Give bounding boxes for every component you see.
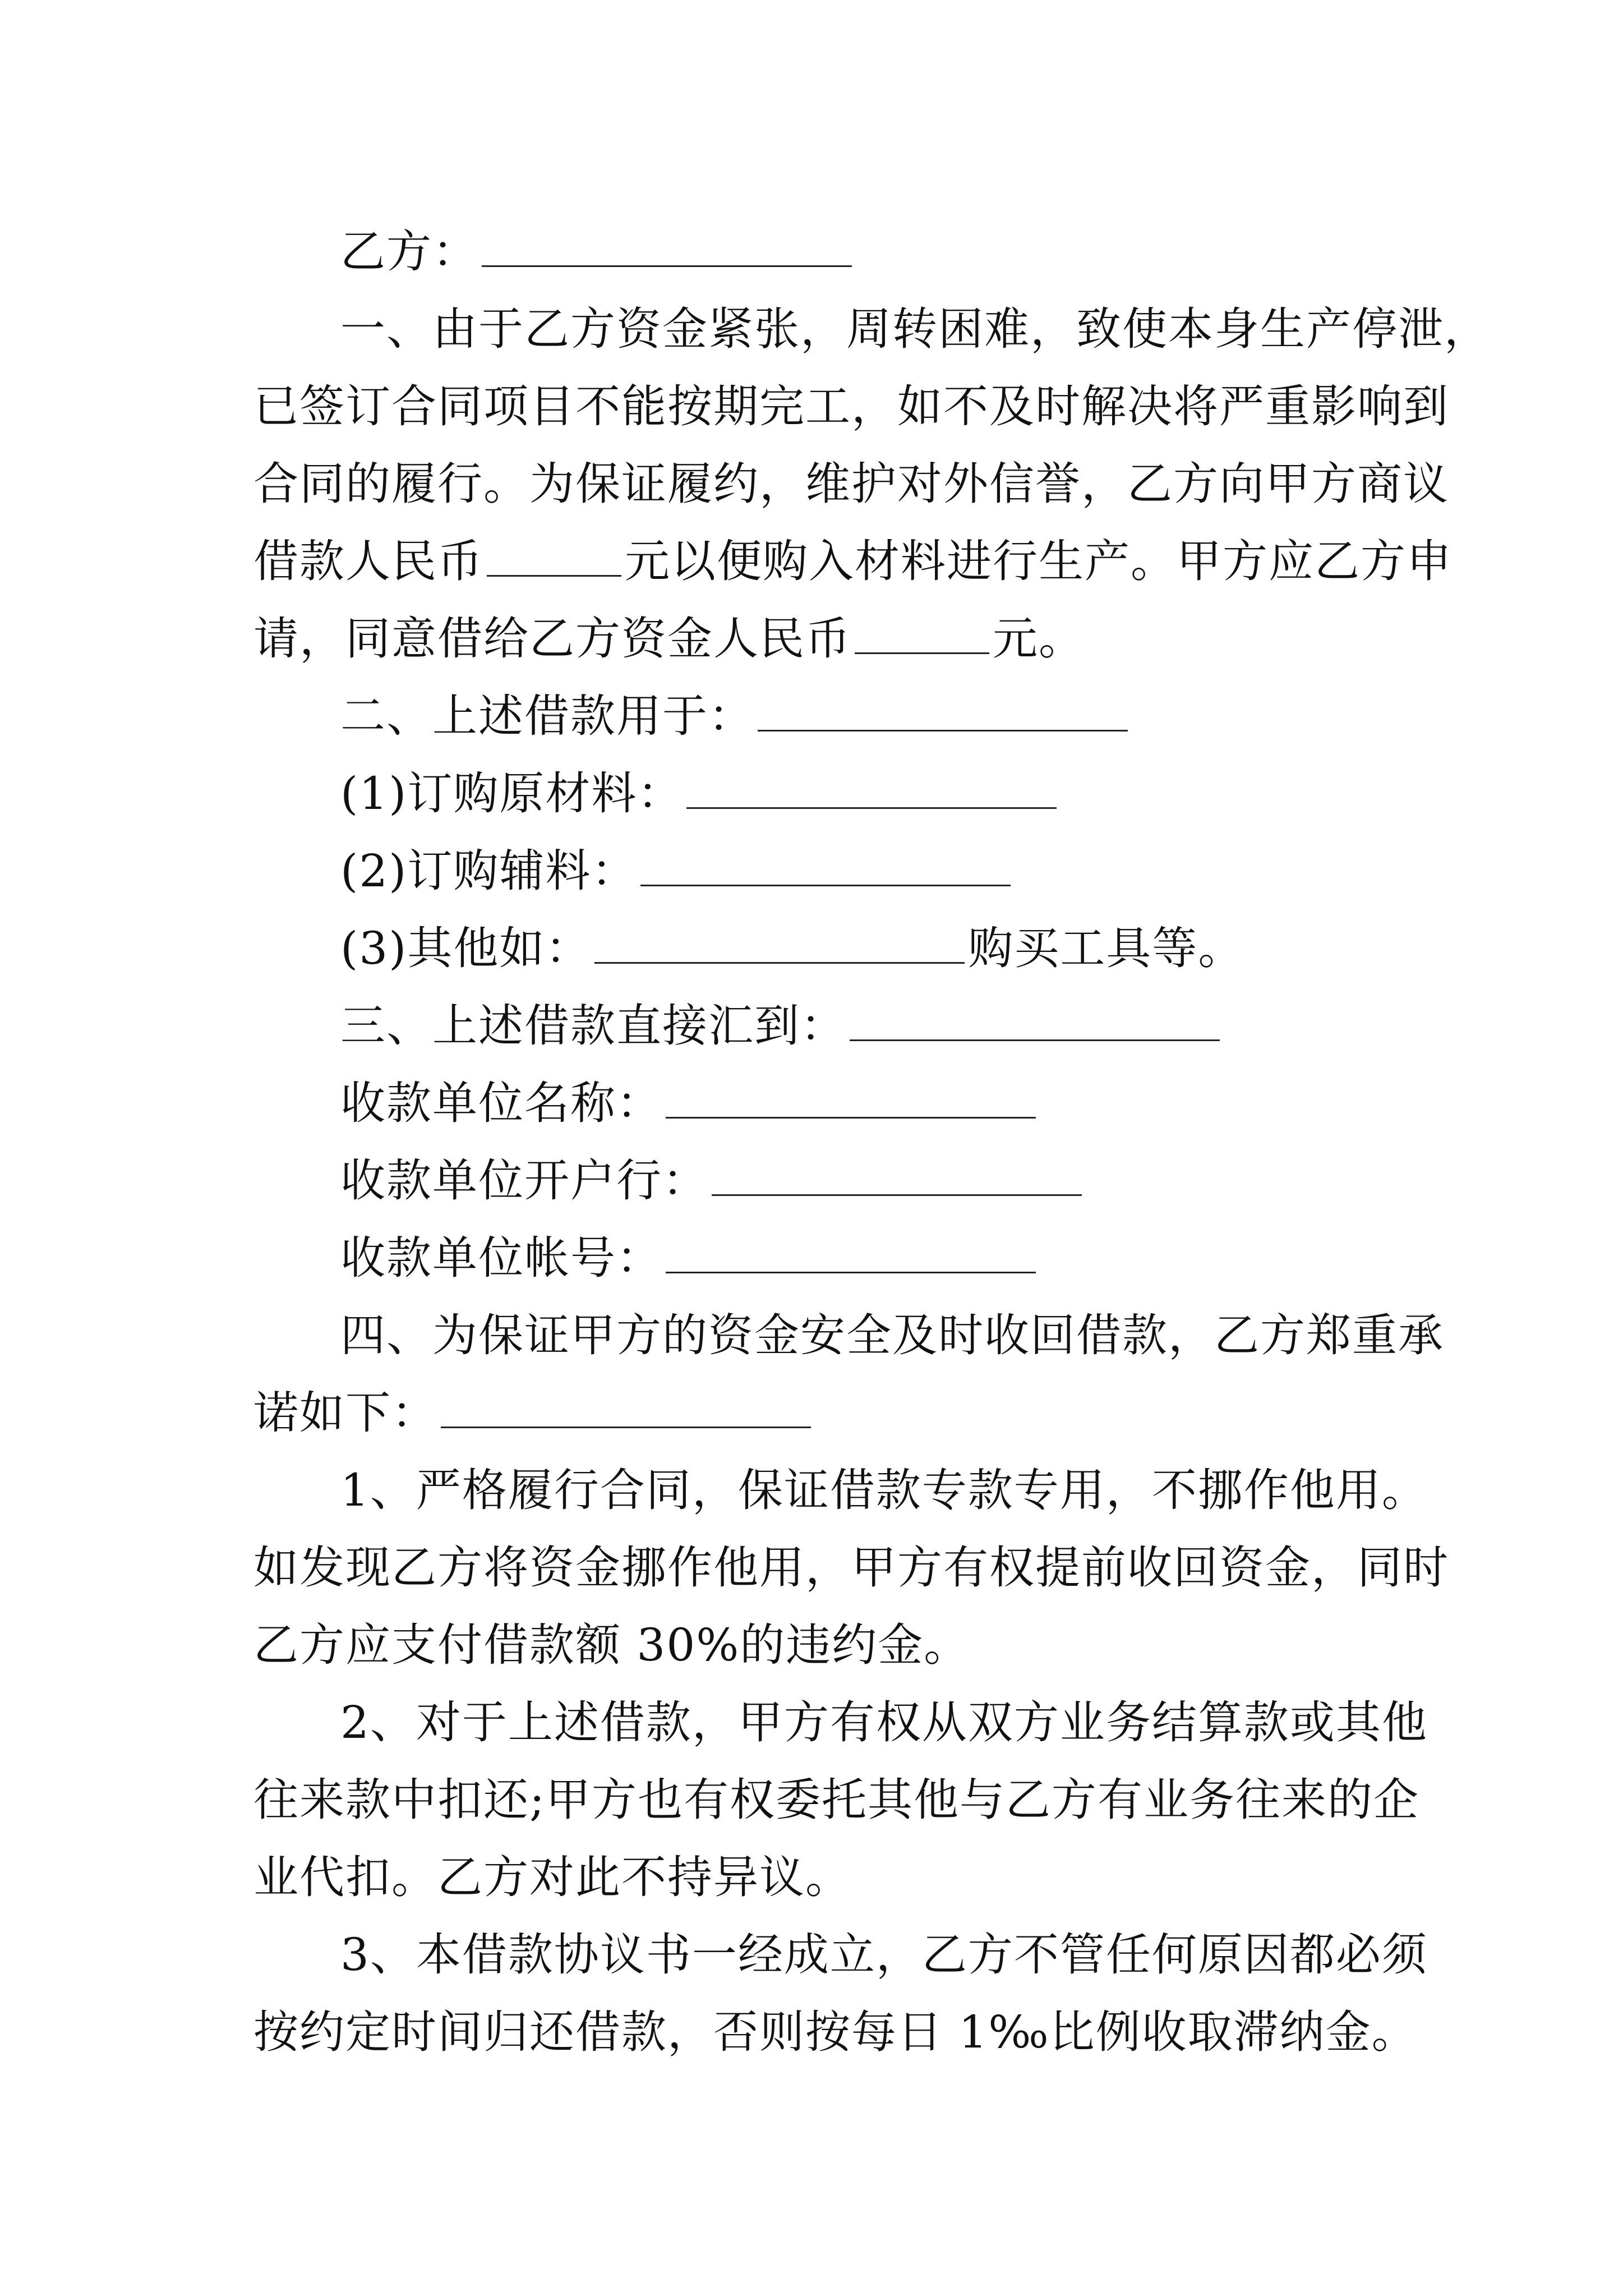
clause2-item2-line: [253, 832, 1381, 910]
clause3-title: 三、上述借款直接汇到：: [340, 1000, 846, 1052]
clause1-line5-pre: 请，同意借给乙方资金人民币: [253, 613, 851, 665]
clause1-line3: 合同的履行。为保证履约，维护对外信誉，乙方向甲方商议: [253, 458, 1449, 510]
promise1-line1: 1、严格履行合同，保证借款专款专用，不挪作他用。: [340, 1464, 1428, 1516]
promise2-line1: 2、对于上述借款，甲方有权从双方业务结算款或其他: [340, 1696, 1428, 1749]
auxiliary-material-blank: [640, 851, 1011, 886]
clause2-item3-line: [253, 910, 1381, 987]
document-page: [253, 213, 1490, 2071]
promise3-line2: 按约定时间归还借款，否则按每日 1‰比例收取滞纳金。: [253, 2006, 1418, 2058]
loan-amount-blank: [487, 541, 621, 577]
clause1-line2: 已签订合同项目不能按期完工，如不及时解决将严重影响到: [253, 380, 1449, 432]
clause2-title-line: [253, 678, 1381, 755]
payee-bank-blank: [712, 1161, 1082, 1196]
clause4-line1: 四、为保证甲方的资金安全及时收回借款，乙方郑重承: [340, 1309, 1444, 1361]
payee-account-blank: [666, 1238, 1036, 1273]
payee-bank-line: [253, 1142, 1381, 1220]
clause4-line2-text: 诺如下：: [253, 1387, 437, 1439]
clause2-title-blank: [758, 696, 1128, 731]
payee-account-label: 收款单位帐号：: [340, 1232, 662, 1284]
clause3-title-blank: [850, 1006, 1220, 1041]
promise1-line2: 如发现乙方将资金挪作他用，甲方有权提前收回资金，同时: [253, 1542, 1449, 1594]
agreed-amount-blank: [855, 619, 989, 654]
party-b-blank: [482, 232, 852, 267]
clause4-line2: [253, 1374, 1381, 1452]
clause3-title-line: [253, 987, 1381, 1065]
raw-material-blank: [686, 774, 1057, 809]
clause2-item2: (2)订购辅料：: [340, 845, 638, 897]
clause1-line4: [253, 523, 1453, 600]
clause1-line5: [253, 600, 1381, 678]
payee-name-blank: [666, 1083, 1036, 1119]
promise3-line1: 3、本借款协议书一经成立，乙方不管任何原因都必须: [340, 1929, 1428, 1981]
clause2-title: 二、上述借款用于：: [340, 690, 754, 742]
clause2-item1: (1)订购原材料：: [340, 767, 684, 820]
payee-name-label: 收款单位名称：: [340, 1077, 662, 1129]
other-items-blank: [594, 928, 965, 964]
clause1-line1: 一、由于乙方资金紧张，周转困难，致使本身生产停泄，: [340, 303, 1490, 355]
payee-account-line: [253, 1220, 1381, 1297]
promise1-line3: 乙方应支付借款额 30%的违约金。: [253, 1619, 970, 1671]
clause1-line5-post: 元。: [993, 613, 1085, 665]
clause1-line4-post: 元以便购入材料进行生产。甲方应乙方申: [625, 535, 1453, 587]
promise2-line2: 往来款中扣还;甲方也有权委托其他与乙方有业务往来的企: [253, 1774, 1419, 1826]
clause2-item3-post: 购买工具等。: [968, 922, 1244, 974]
party-b-label: 乙方：: [340, 226, 478, 278]
clause2-item3-pre: (3)其他如：: [340, 922, 592, 974]
clause2-item1-line: [253, 755, 1381, 832]
promise2-line3: 业代扣。乙方对此不持异议。: [253, 1851, 851, 1903]
promise-blank: [441, 1393, 811, 1428]
payee-bank-label: 收款单位开户行：: [340, 1154, 708, 1207]
payee-name-line: [253, 1065, 1381, 1142]
party-b-line: [253, 213, 1381, 291]
clause1-line4-pre: 借款人民币: [253, 535, 483, 587]
